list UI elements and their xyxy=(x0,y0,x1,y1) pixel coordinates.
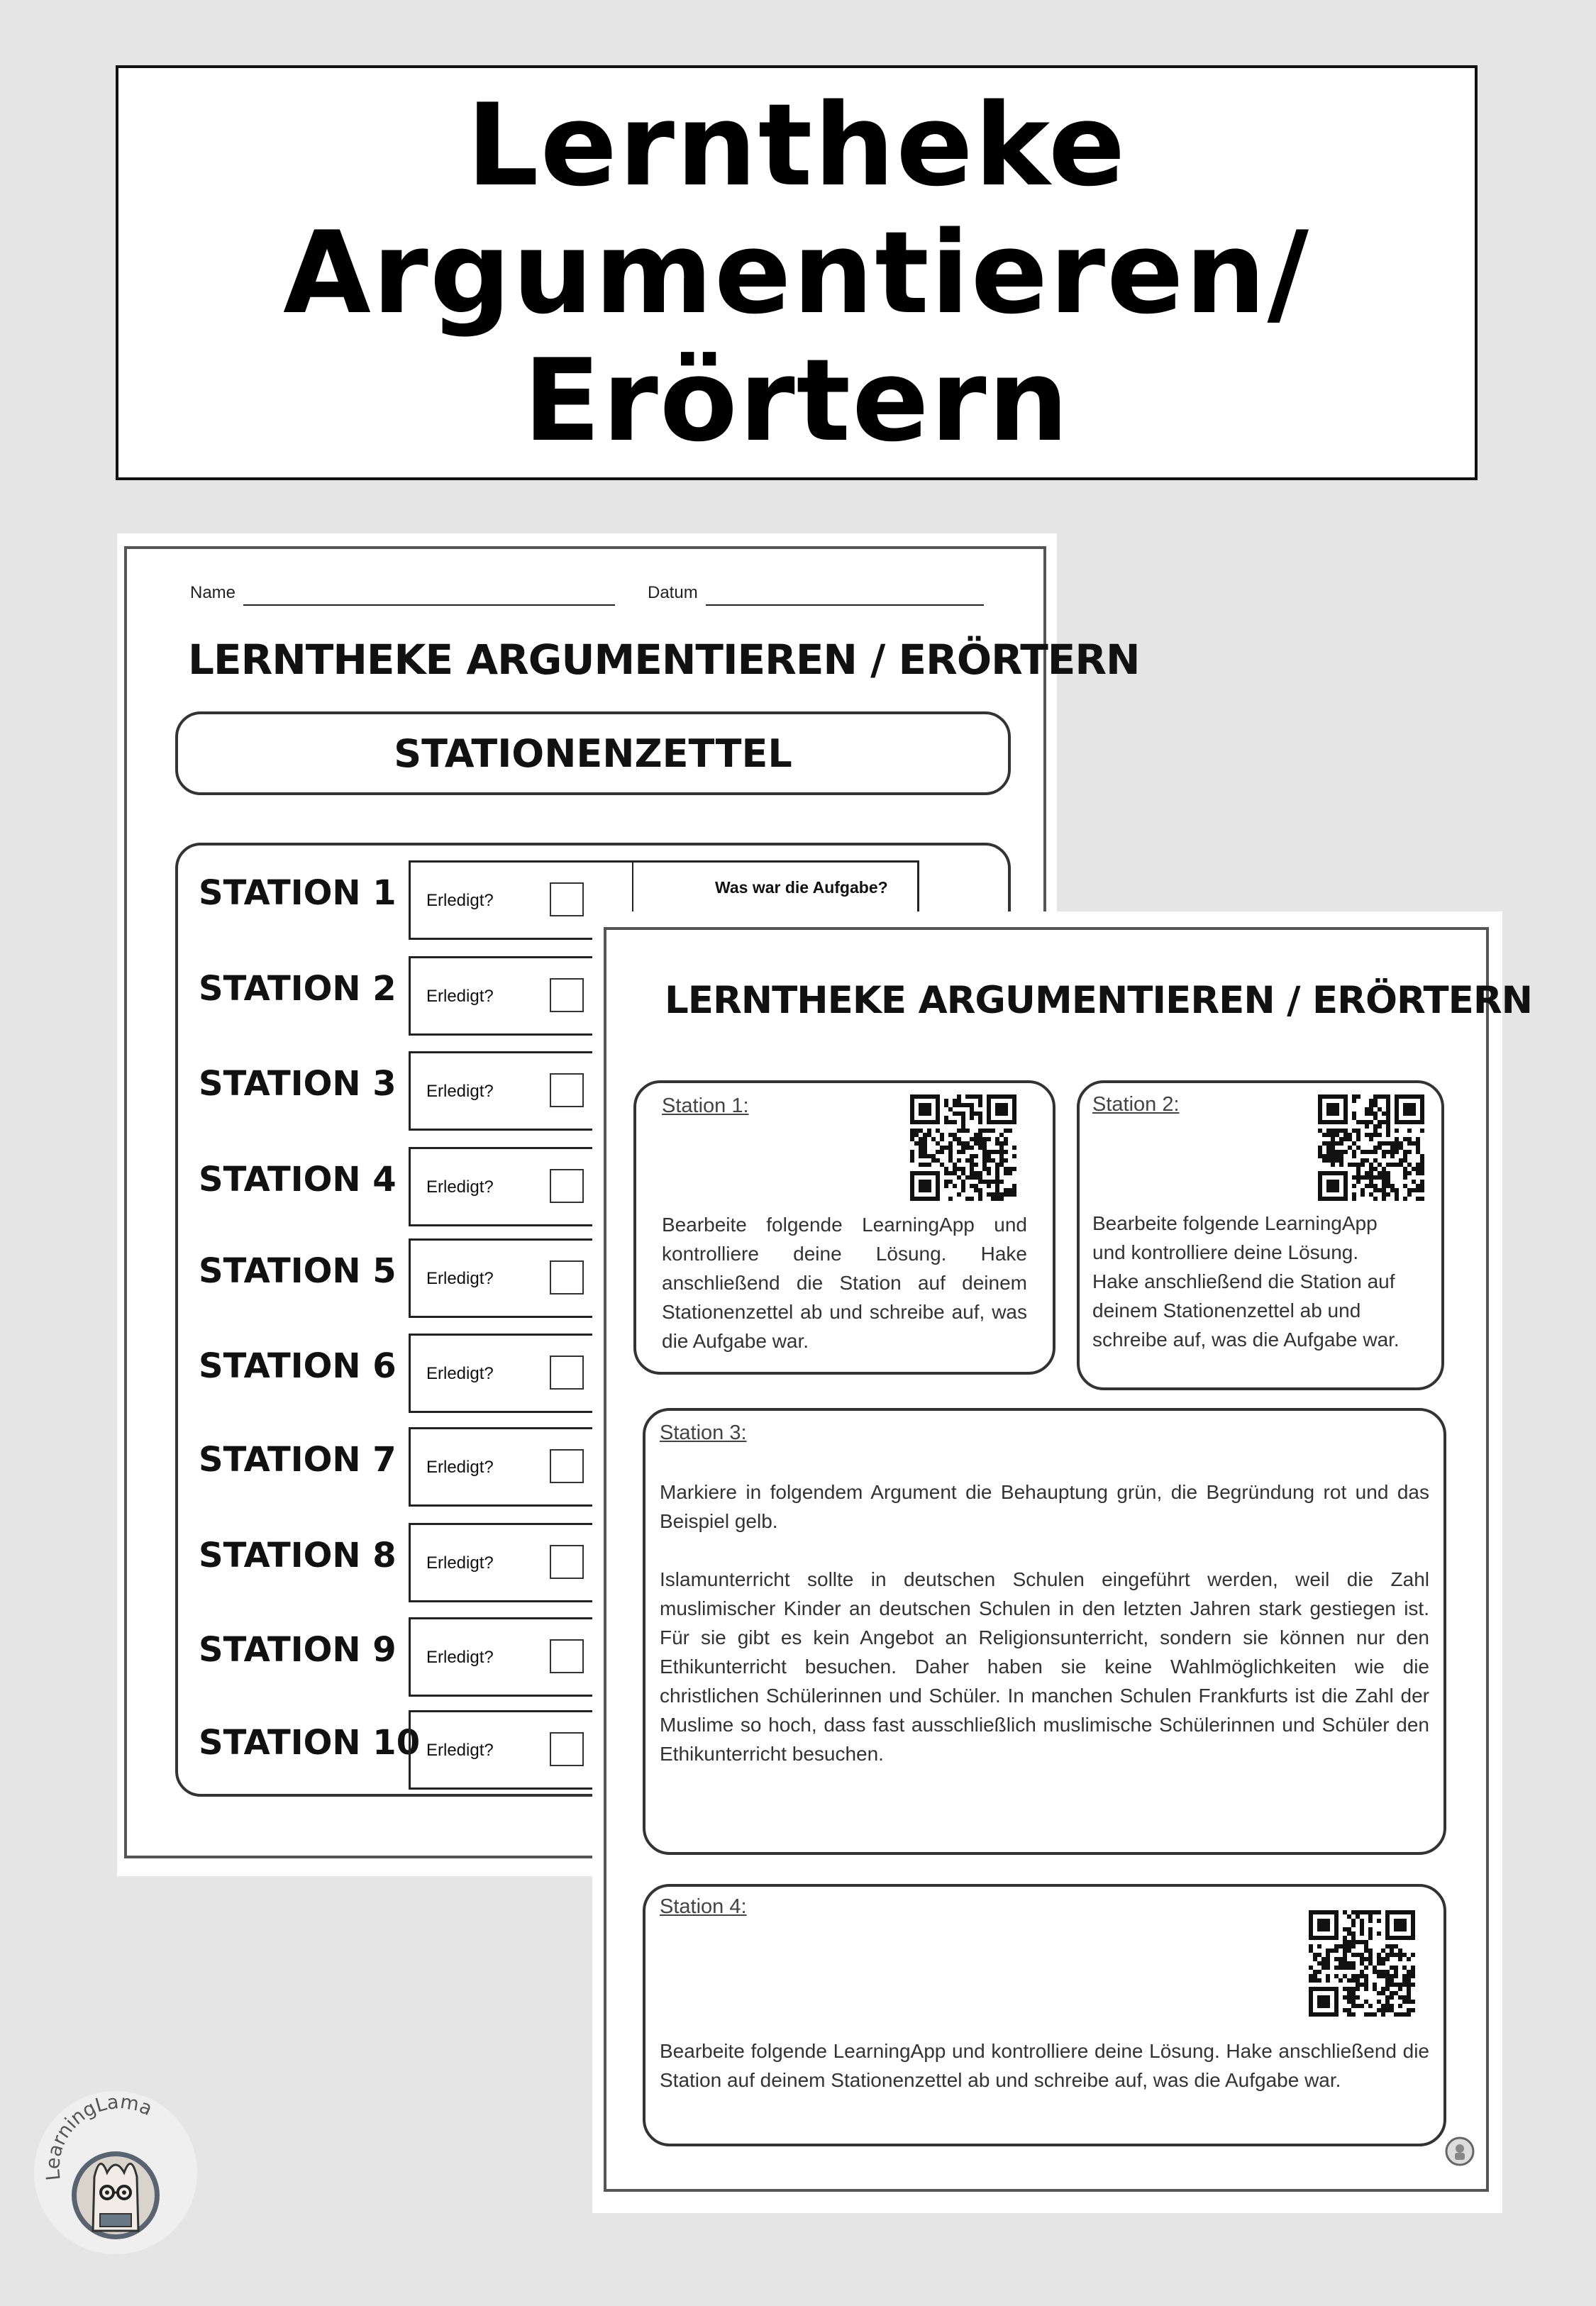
llama-mini-icon xyxy=(1444,2136,1475,2167)
station-4-title: Station 4: xyxy=(660,1895,747,1918)
logo-text: LearningLama xyxy=(42,2090,156,2182)
station-2-title: Station 2: xyxy=(1092,1093,1180,1116)
done-label: Erledigt? xyxy=(426,1741,494,1760)
done-checkbox[interactable] xyxy=(550,1169,584,1203)
date-label: Datum xyxy=(648,583,698,602)
date-line xyxy=(706,604,984,606)
task-question-header: Was war die Aufgabe? xyxy=(715,878,888,897)
station-label: STATION 2 xyxy=(199,969,397,1009)
title-box xyxy=(116,65,1478,480)
station-label: STATION 9 xyxy=(199,1630,397,1670)
done-checkbox[interactable] xyxy=(550,978,584,1012)
name-line xyxy=(243,604,615,606)
title-line-1: Lerntheke xyxy=(466,78,1127,211)
title-line-3: Erörtern xyxy=(523,333,1070,467)
done-label: Erledigt? xyxy=(426,1648,494,1667)
qr-code-icon[interactable] xyxy=(1318,1094,1424,1201)
title-line-2: Argumentieren/ xyxy=(283,206,1310,339)
stationenzettel-banner xyxy=(175,711,1011,795)
station-label: STATION 8 xyxy=(199,1536,397,1575)
qr-code-icon[interactable] xyxy=(910,1094,1016,1201)
done-checkbox[interactable] xyxy=(550,1073,584,1107)
done-checkbox[interactable] xyxy=(550,1639,584,1673)
done-label: Erledigt? xyxy=(426,987,494,1006)
station-label: STATION 10 xyxy=(199,1723,421,1763)
done-label: Erledigt? xyxy=(426,1458,494,1477)
front-sheet-heading: LERNTHEKE ARGUMENTIEREN / ERÖRTERN xyxy=(665,979,1532,1022)
stationenzettel-title: STATIONENZETTEL xyxy=(394,731,792,776)
done-checkbox[interactable] xyxy=(550,1732,584,1766)
station-label: STATION 7 xyxy=(199,1440,397,1480)
done-checkbox[interactable] xyxy=(550,1449,584,1483)
station-4-text: Bearbeite folgende LearningApp und kontrolliere deine Lösung. Hake anschließend die Station auf deinem Stationenzettel ab und schreibe auf, was die Aufgabe war. xyxy=(660,2040,1429,2091)
qr-code-icon[interactable] xyxy=(1309,1910,1415,2017)
station-label: STATION 4 xyxy=(199,1160,397,1199)
done-checkbox[interactable] xyxy=(550,882,584,916)
done-label: Erledigt? xyxy=(426,1082,494,1101)
done-label: Erledigt? xyxy=(426,1553,494,1573)
station-label: STATION 6 xyxy=(199,1346,397,1386)
done-label: Erledigt? xyxy=(426,891,494,910)
name-label: Name xyxy=(190,583,236,602)
done-checkbox[interactable] xyxy=(550,1260,584,1295)
back-sheet-heading: LERNTHEKE ARGUMENTIEREN / ERÖRTERN xyxy=(188,636,1140,684)
station-3-argument: Islamunterricht sollte in deutschen Schulen eingeführt werden, weil die Zahl muslimischer Kinder an deutschen Schulen in den letzten Jahren stark gestiegen ist. Für sie gibt es kein Angebot an Religionsunterricht, sondern sie können nur den Ethikunterricht besuchen. Daher haben sie keine Wahlmöglichkeiten wie die christlichen Schülerinnen und Schüler. In manchen Schulen Frankfurts ist die Zahl der Muslime so hoch, dass fast ausschließlich muslimische Schülerinnen und Schüler den Ethikunterricht besuchen. xyxy=(660,1568,1429,1765)
station-1-text: Bearbeite folgende LearningApp und kontrolliere deine Lösung. Hake anschließend die Station auf deinem Stationenzettel ab und schreibe auf, was die Aufgabe war. xyxy=(662,1214,1027,1352)
station-2-text: Bearbeite folgende LearningApp und kontrolliere deine Lösung. Hake anschließend die Station auf deinem Stationenzettel ab und schreibe auf, was die Aufgabe war. xyxy=(1092,1212,1400,1351)
station-label: STATION 3 xyxy=(199,1064,397,1104)
station-label: STATION 5 xyxy=(199,1251,397,1291)
station-1-title: Station 1: xyxy=(662,1094,749,1117)
done-label: Erledigt? xyxy=(426,1177,494,1197)
station-3-title: Station 3: xyxy=(660,1421,747,1444)
done-label: Erledigt? xyxy=(426,1364,494,1383)
done-checkbox[interactable] xyxy=(550,1545,584,1579)
learninglama-logo xyxy=(32,2089,199,2256)
done-label: Erledigt? xyxy=(426,1269,494,1288)
done-checkbox[interactable] xyxy=(550,1356,584,1390)
station-3-instruction: Markiere in folgendem Argument die Behauptung grün, die Begründung rot und das Beispiel gelb. xyxy=(660,1481,1429,1532)
station-label: STATION 1 xyxy=(199,873,397,913)
